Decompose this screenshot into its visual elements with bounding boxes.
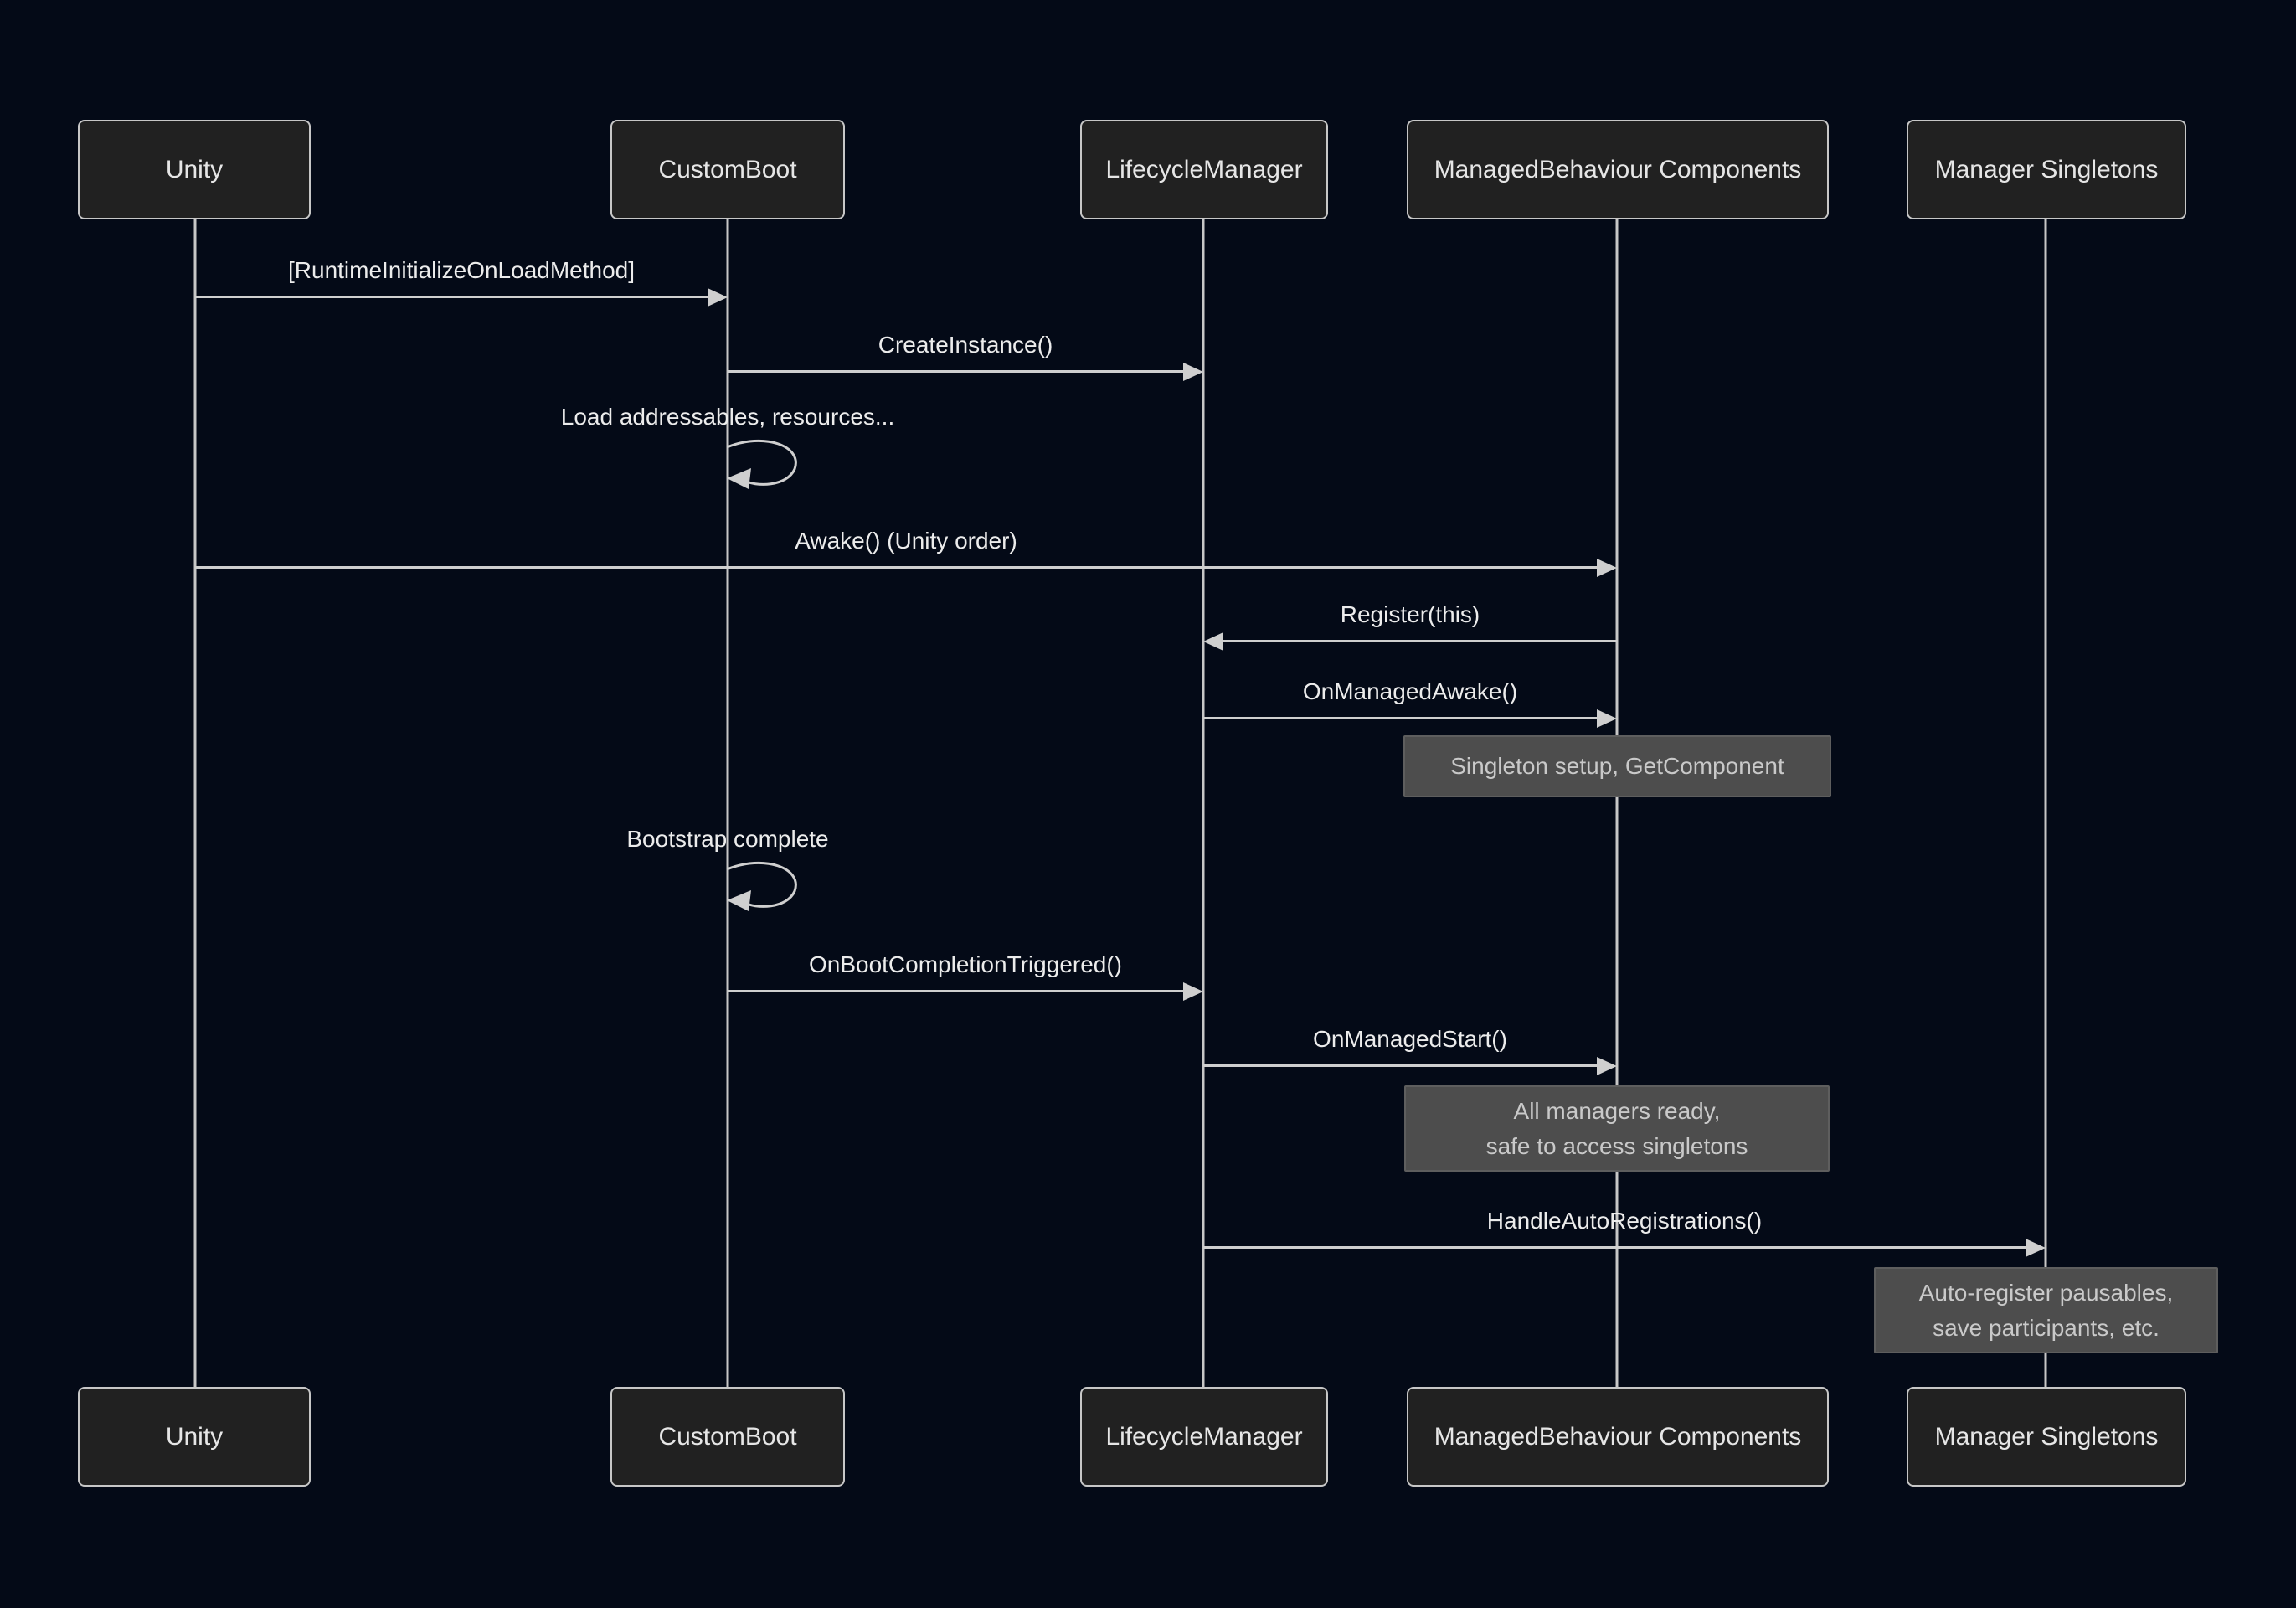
- message-label-createinstance: CreateInstance(): [878, 332, 1053, 358]
- arrowhead-right-icon: [1597, 559, 1617, 577]
- actor-label: Unity: [165, 1422, 224, 1451]
- actor-label: Unity: [165, 155, 224, 183]
- note-line: Singleton setup, GetComponent: [1450, 753, 1784, 779]
- arrowhead-right-icon: [1183, 982, 1203, 1001]
- arrowhead-right-icon: [708, 288, 728, 307]
- message-label-onbootcompletion: OnBootCompletionTriggered(): [808, 951, 1123, 977]
- message-arrow-createinstance: [728, 370, 1183, 373]
- message-label-onmanagedawake: OnManagedAwake(): [1302, 678, 1518, 704]
- self-loop-arrow-icon: [726, 861, 806, 915]
- message-arrow-handleautoregistrations: [1203, 1246, 2026, 1249]
- message-arrow-register: [1223, 640, 1617, 642]
- actor-bottom-unity: [78, 1387, 311, 1487]
- actor-top-lifecyclemanager: [1080, 120, 1328, 219]
- actor-top-customboot: [610, 120, 845, 219]
- actor-label: Manager Singletons: [1934, 155, 2159, 183]
- note-all-managers-ready: [1404, 1085, 1830, 1172]
- message-label-register: Register(this): [1340, 601, 1480, 627]
- actor-label: LifecycleManager: [1105, 155, 1303, 183]
- arrowhead-right-icon: [1597, 709, 1617, 728]
- actor-bottom-manager-singletons: [1907, 1387, 2186, 1487]
- message-arrow-awake: [195, 566, 1597, 569]
- actor-label: LifecycleManager: [1105, 1422, 1303, 1451]
- arrowhead-left-icon: [1203, 632, 1223, 651]
- actor-label: CustomBoot: [658, 1422, 797, 1451]
- actor-top-manager-singletons: [1907, 120, 2186, 219]
- actor-bottom-managedbehaviour-components: [1407, 1387, 1829, 1487]
- actor-label: ManagedBehaviour Components: [1434, 155, 1802, 183]
- message-label-bootstrap-complete: Bootstrap complete: [626, 826, 829, 852]
- lifeline-lifecyclemanager: [1202, 219, 1205, 1387]
- actor-label: Manager Singletons: [1934, 1422, 2159, 1451]
- message-arrow-onbootcompletion: [728, 990, 1183, 992]
- note-auto-register: [1874, 1267, 2218, 1353]
- note-singleton-setup: [1403, 735, 1831, 797]
- lifeline-customboot: [727, 219, 729, 1387]
- arrowhead-right-icon: [2026, 1239, 2046, 1257]
- note-line: All managers ready,: [1513, 1097, 1721, 1124]
- lifeline-unity: [194, 219, 197, 1387]
- message-label-load-addressables: Load addressables, resources...: [560, 404, 895, 430]
- message-arrow-runtimeinitialize: [195, 296, 708, 298]
- note-line: Auto-register pausables,: [1918, 1279, 2174, 1306]
- note-line: safe to access singletons: [1485, 1132, 1748, 1159]
- message-arrow-onmanagedawake: [1203, 717, 1597, 719]
- note-line: save participants, etc.: [1933, 1314, 2160, 1341]
- arrowhead-right-icon: [1183, 363, 1203, 381]
- lifeline-manager-singletons: [2045, 219, 2047, 1387]
- actor-top-managedbehaviour-components: [1407, 120, 1829, 219]
- actor-label: CustomBoot: [658, 155, 797, 183]
- message-label-runtimeinitialize: [RuntimeInitializeOnLoadMethod]: [287, 257, 636, 283]
- actor-label: ManagedBehaviour Components: [1434, 1422, 1802, 1451]
- actor-bottom-customboot: [610, 1387, 845, 1487]
- self-loop-arrow-icon: [726, 439, 806, 492]
- message-label-onmanagedstart: OnManagedStart(): [1313, 1026, 1507, 1052]
- message-label-handleautoregistrations: HandleAutoRegistrations(): [1486, 1208, 1763, 1234]
- message-arrow-onmanagedstart: [1203, 1064, 1597, 1067]
- message-label-awake: Awake() (Unity order): [795, 528, 1017, 554]
- actor-top-unity: [78, 120, 311, 219]
- actor-bottom-lifecyclemanager: [1080, 1387, 1328, 1487]
- arrowhead-right-icon: [1597, 1057, 1617, 1075]
